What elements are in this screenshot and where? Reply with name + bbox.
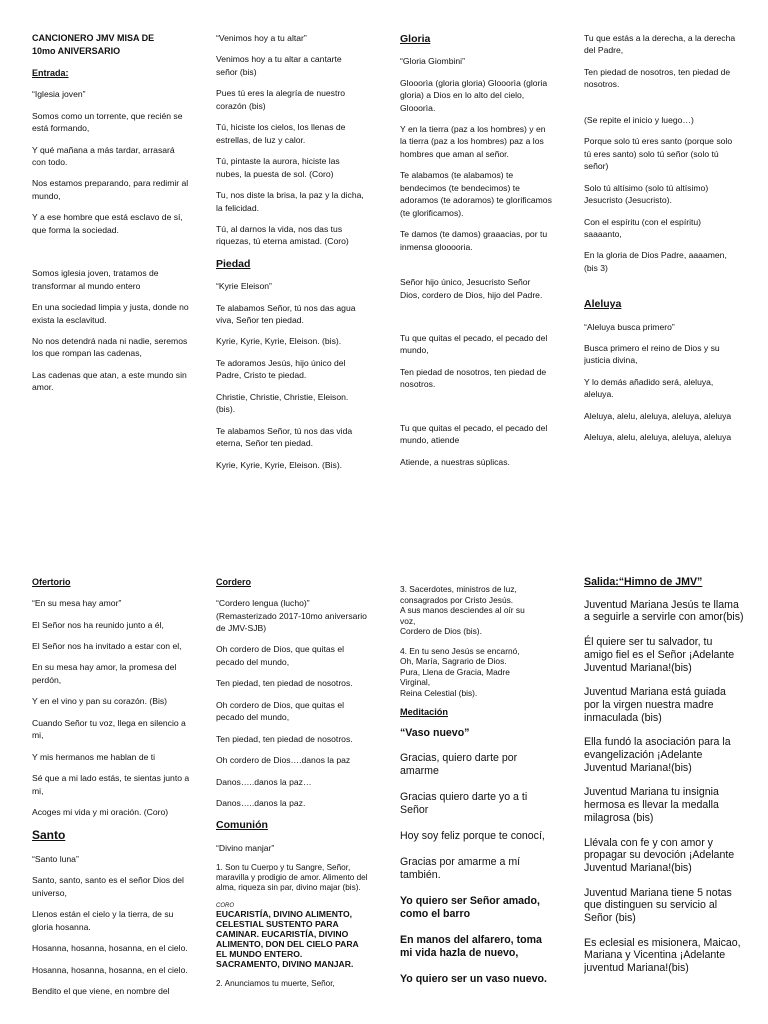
lyric-line: Tú, pintaste la aurora, hiciste las nubes, la puesta de sol. (Coro) [216, 156, 340, 179]
lyric-line: Yo quiero ser Señor amado, como el barro [400, 894, 540, 920]
lyric-line: Kyrie, Kyrie, Kyrie, Eleison. (bis). [216, 336, 342, 347]
lyric-line: Oh cordero de Dios, que quitas el pecado del mundo, [216, 644, 345, 667]
section-heading-comunion: Comunión [216, 819, 268, 832]
lyric-line: Aleluya, alelu, aleluya, aleluya, aleluya [584, 410, 732, 421]
lyric-line: Y en el vino y pan su corazón. (Bis) [32, 696, 168, 707]
lyric-line: Las cadenas que atan, a este mundo sin amor. [32, 369, 187, 393]
column-cordero [216, 576, 368, 1024]
section-heading-ofertorio: Ofertorio [32, 577, 71, 587]
lyric-line: Venimos hoy a tu altar a cantarte señor (bis) [216, 54, 342, 77]
section-heading-entrada: Entrada: [32, 68, 69, 79]
lyric-line: Tu que quitas el pecado, el pecado del mundo, [400, 333, 548, 356]
section-heading-aleluya: Aleluya [584, 298, 622, 311]
song-title: “Kyrie Eleison” [216, 281, 272, 292]
lyric-line: Bendito el que viene, en nombre del [32, 986, 170, 997]
lyric-line: Gracias, quiero darte por amarme [400, 752, 518, 778]
lyric-line: Te alabamos Señor, tú nos das agua viva, Señor ten piedad. [216, 302, 356, 326]
lyric-line: Te alabamos (te alabamos) te bendecimos (te bendecimos) te adoramos (te adoramos) te glorificamos (te glorificamos). [400, 170, 552, 218]
lyric-line: No nos detendrá nada ni nadie, seremos los que rompan las cadenas, [32, 336, 188, 359]
column-salida [584, 576, 744, 1024]
column-ofertorio [32, 576, 190, 1024]
lyric-line: Tú, hiciste los cielos, los llenas de estrellas, de luz y calor. [216, 122, 346, 145]
lyric-line: Ella fundó la asociación para la evangelización ¡Adelante Juventud Mariana!(bis) [584, 736, 731, 774]
lyric-line: Danos…..danos la paz… [216, 776, 312, 787]
lyric-line: Ten piedad de nosotros, ten piedad de nosotros. [584, 66, 731, 90]
column-gloria-cont [584, 32, 736, 472]
lyric-line: Ten piedad, ten piedad de nosotros. [216, 733, 353, 744]
lyric-line: Juventud Mariana tu insignia hermosa es llevar la medalla milagrosa (bis) [584, 786, 719, 824]
lyric-line: Llévala con fe y con amor y propagar su devoción ¡Adelante Juventud Mariana!(bis) [584, 836, 735, 874]
column-gloria [400, 32, 552, 472]
lyric-line: Hoy soy feliz porque te conocí, [400, 830, 545, 843]
lyric-line: (Se repite el inicio y luego…) [584, 114, 694, 125]
lyric-line: Oh cordero de Dios, que quitas el pecado del mundo, [216, 699, 345, 723]
lyric-line: Te adoramos Jesús, hijo único del Padre, Cristo te piedad. [216, 357, 346, 381]
verse: 2. Anunciamos tu muerte, Señor, [216, 978, 335, 988]
lyric-line: Ten piedad de nosotros, ten piedad de nosotros. [400, 366, 547, 390]
lyric-line: Kyrie, Kyrie, Kyrie, Eleison. (Bis). [216, 459, 343, 470]
lyric-line: Porque solo tú eres santo (porque solo tú eres santo) solo tú señor (solo tú señor) [584, 136, 733, 172]
coro-text: EUCARISTÍA, DIVINO ALIMENTO, CELESTIAL SUSTENTO PARA CAMINAR. EUCARISTÍA, DIVINO ALIMENTO, DON DEL CIELO PARA EL MUNDO ENTERO. SACRAMENTO, DIVINO MANJAR. [216, 909, 359, 969]
lyric-line: En una sociedad limpia y justa, donde no exista la esclavitud. [32, 302, 189, 325]
lyric-line: Tú, al darnos la vida, nos das tus riquezas, tú eterna amistad. (Coro) [216, 223, 349, 247]
lyric-line: Oh cordero de Dios….danos la paz [216, 755, 351, 766]
section-heading-meditacion: Meditación [400, 707, 448, 717]
column-venimos [216, 32, 364, 472]
lyric-line: Y qué mañana a más tardar, arrasará con todo. [32, 144, 175, 167]
lyric-line: Somos iglesia joven, tratamos de transformar al mundo entero [32, 268, 159, 291]
lyric-line: El Señor nos ha invitado a estar con el, [32, 640, 182, 651]
section-heading-gloria: Gloria [400, 33, 431, 45]
lyric-line: Juventud Mariana está guiada por la virgen nuestra madre inmaculada (bis) [584, 686, 726, 724]
coro-label: CORO [216, 902, 234, 909]
lyric-line: En manos del alfarero, toma mi vida hazla de nuevo, [400, 933, 542, 959]
song-title: “Cordero lengua (lucho)” (Remasterizado 2017-10mo aniversario de JMV-SJB) [216, 598, 367, 633]
lyric-line: Atiende, a nuestras súplicas. [400, 456, 510, 467]
lyric-line: Con el espíritu (con el espíritu) saaaanto, [584, 216, 702, 239]
verse: 3. Sacerdotes, ministros de luz, consagrados por Cristo Jesús. A sus manos desciendes al oír su voz, Cordero de Dios (bis). [400, 584, 525, 636]
song-title: “Divino manjar” [216, 842, 275, 853]
lyric-line: Juventud Mariana tiene 5 notas que distinguen su servicio al Señor (bis) [584, 886, 732, 925]
song-title: “En su mesa hay amor” [32, 598, 122, 609]
lyric-line: Y mis hermanos me hablan de ti [32, 751, 156, 762]
lyric-line: Juventud Mariana Jesús te llama a seguirle a servirle con amor(bis) [584, 598, 744, 624]
lyric-line: Yo quiero ser un vaso nuevo. [400, 972, 547, 985]
lyric-line: Danos…..danos la paz. [216, 798, 306, 809]
lyric-line: Nos estamos preparando, para redimir al mundo, [32, 178, 189, 201]
song-title: “Vaso nuevo” [400, 726, 470, 739]
lyric-line: Hosanna, hosanna, hosanna, en el cielo. [32, 964, 188, 975]
lyric-line: Llenos están el cielo y la tierra, de su gloria hosanna. [32, 909, 174, 932]
lyric-line: Ten piedad, ten piedad de nosotros. [216, 678, 353, 689]
lyric-line: Aleluya, alelu, aleluya, aleluya, aleluya [584, 432, 732, 443]
lyric-line: Y en la tierra (paz a los hombres) y en la tierra (paz a los hombres) paz a los hombres que aman al señor. [400, 124, 546, 159]
verse: 1. Son tu Cuerpo y tu Sangre, Señor, maravilla y prodigio de amor. Alimento del alma, riqueza sin par, divino majar (bis). [216, 863, 368, 892]
document-title: CANCIONERO JMV MISA DE 10mo ANIVERSARIO [32, 33, 155, 57]
lyric-line: Sé que a mi lado estás, te sientas junto a mi, [32, 773, 190, 796]
lyric-line: Acoges mi vida y mi oración. (Coro) [32, 807, 169, 818]
verse: 4. En tu seno Jesús se encarnó, Oh, María, Sagrario de Dios. Pura, Llena de Gracia, Madre Virginal, Reina Celestial (bis). [400, 645, 520, 698]
lyric-line: Él quiere ser tu salvador, tu amigo fiel es el Señor ¡Adelante Juventud Mariana!(bis) [584, 636, 735, 674]
section-heading-cordero: Cordero [216, 577, 252, 587]
song-title: “Iglesia joven” [32, 89, 86, 100]
song-title: “Venimos hoy a tu altar” [216, 33, 307, 43]
lyric-line: Somos como un torrente, que recién se está formando, [32, 110, 183, 134]
lyric-line: Y lo demás añadido será, aleluya, aleluya. [584, 376, 714, 400]
section-heading-salida: Salida:“Himno de JMV” [584, 576, 703, 588]
song-title: “Aleluya busca primero” [584, 321, 675, 332]
lyric-line: Hosanna, hosanna, hosanna, en el cielo. [32, 943, 188, 954]
column-meditacion [400, 584, 556, 1024]
lyric-line: Tu que quitas el pecado, el pecado del mundo, atiende [400, 422, 548, 446]
lyric-line: Señor hijo único, Jesucristo Señor Dios, cordero de Dios, hijo del Padre. [400, 277, 543, 300]
lyric-line: En su mesa hay amor, la promesa del perdón, [32, 662, 177, 685]
lyric-line: Gracias quiero darte yo a ti Señor [400, 791, 528, 817]
song-title: “Santo luna” [32, 853, 79, 864]
lyric-line: Solo tú altísimo (solo tú altísimo) Jesucristo (Jesucristo). [584, 182, 709, 206]
lyric-line: El Señor nos ha reunido junto a él, [32, 619, 164, 630]
lyric-line: Te damos (te damos) graaacias, por tu inmensa glooooria. [400, 229, 548, 252]
song-title: “Gloria Giombini” [400, 56, 465, 67]
lyric-line: En la gloria de Dios Padre, aaaamen, (bis 3) [584, 250, 727, 273]
lyric-line: Y a ese hombre que está esclavo de sí, que forma la sociedad. [32, 212, 183, 235]
lyric-line: Busca primero el reino de Dios y su justicia divina, [584, 343, 720, 366]
lyric-line: Cuando Señor tu voz, llega en silencio a mi, [32, 717, 186, 741]
lyric-line: Christie, Christie, Christie, Eleison.(bis). [216, 391, 349, 415]
lyric-line: Te alabamos Señor, tú nos das vida eterna, Señor ten piedad. [216, 425, 353, 449]
lyric-line: Gracias por amarme a mí también. [400, 856, 521, 881]
column-entrada [32, 32, 190, 472]
lyric-line: Pues tú eres la alegría de nuestro corazón (bis) [216, 88, 345, 111]
lyric-line: Glooorìa (gloria gloria) Glooorìa (gloria gloria) a Dios en lo alto del cielo, Glooorìa. [400, 77, 548, 113]
lyric-line: Es eclesial es misionera, Maicao, Mariana y Vicentina ¡Adelante juventud Mariana!(bis) [584, 936, 741, 975]
lyric-line: Tu que estás a la derecha, a la derecha del Padre, [584, 33, 736, 56]
section-heading-santo: Santo [32, 828, 66, 843]
lyric-line: Santo, santo, santo es el señor Dios del universo, [32, 875, 184, 898]
section-heading-piedad: Piedad [216, 257, 251, 270]
lyric-line: Tu, nos diste la brisa, la paz y la dicha, la felicidad. [216, 190, 364, 213]
